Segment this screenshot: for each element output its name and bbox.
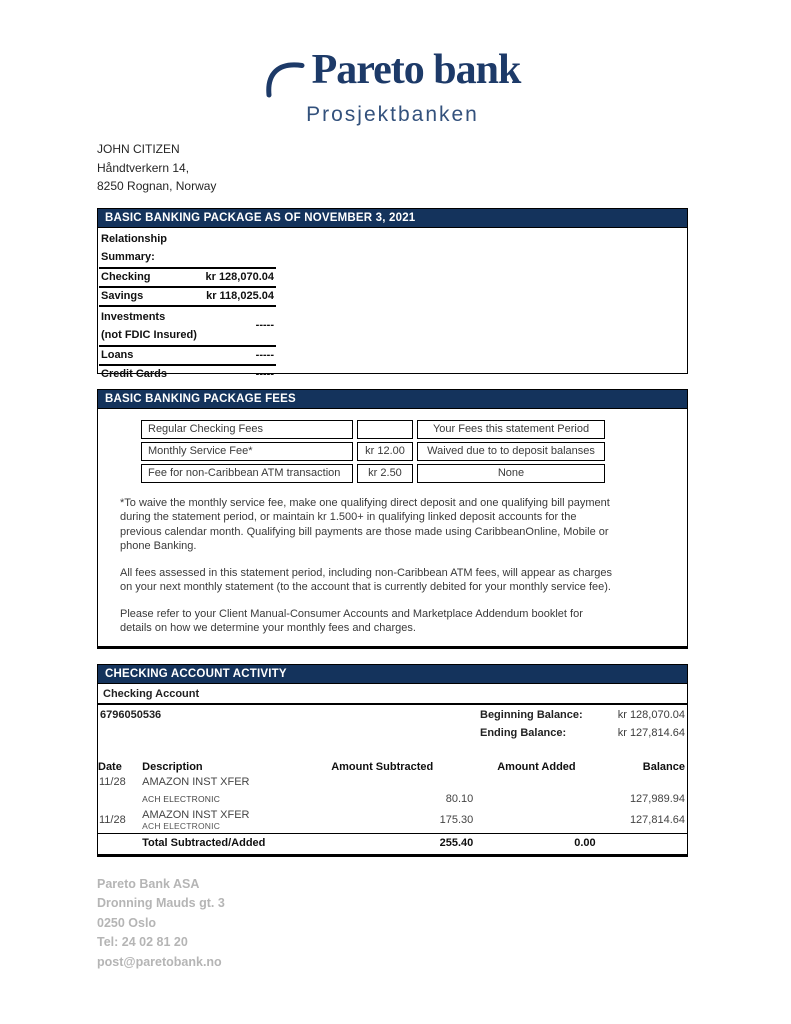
- footer-phone: Tel: 24 02 81 20: [97, 935, 188, 949]
- bank-statement-page: [97, 0, 688, 972]
- col-description: Description: [142, 760, 203, 773]
- col-date: Date: [98, 760, 122, 773]
- summary-heading-line2: Summary:: [101, 250, 155, 263]
- col-amount-added: Amount Added: [497, 760, 576, 773]
- txn-added: [473, 808, 595, 834]
- transaction-row-detail: [98, 788, 687, 808]
- fees-row: [141, 420, 605, 439]
- fee-amount: kr 2.50: [357, 464, 413, 483]
- transactions-table: [98, 761, 687, 854]
- transactions-total-row: [98, 833, 687, 854]
- txn-subtracted: 80.10: [445, 792, 474, 805]
- txn-date: 11/28: [99, 813, 126, 826]
- summary-row-checking: [99, 268, 276, 287]
- footer-street: Dronning Mauds gt. 3: [97, 896, 225, 910]
- fees-assessed-note: All fees assessed in this statement period, including non-Caribbean ATM fees, will appear as charges on your next monthly statement (to the account that is currently debited for your monthly service fee).: [120, 566, 613, 593]
- summary-label: Investments (not FDIC Insured): [99, 306, 202, 346]
- ending-balance-row: [480, 727, 685, 739]
- section-header-package: [97, 208, 688, 228]
- account-type-label: Checking Account: [98, 684, 687, 705]
- bank-tagline: Prosjektbanken: [306, 103, 479, 126]
- summary-value: -----: [255, 367, 274, 380]
- account-number: 6796050536: [100, 708, 162, 721]
- fees-table: [137, 417, 609, 486]
- transaction-row: [98, 808, 687, 834]
- fees-row: [141, 442, 605, 461]
- relationship-summary-table: [99, 229, 276, 383]
- col-balance: Balance: [642, 760, 685, 773]
- section-header-activity: [97, 664, 688, 684]
- summary-label: Loans: [99, 346, 202, 365]
- summary-label: Checking: [99, 268, 202, 287]
- txn-method: ACH ELECTRONIC: [142, 820, 221, 831]
- recipient-street: Håndtverkern 14,: [97, 160, 190, 175]
- fee-status: Waived due to to deposit balanses: [417, 442, 605, 461]
- summary-row-loans: [99, 346, 276, 365]
- txn-added: [473, 788, 595, 808]
- section-header-package-title: BASIC BANKING PACKAGE AS OF NOVEMBER 3, 2021: [105, 211, 416, 224]
- fee-amount: [357, 420, 413, 439]
- txn-subtracted: 175.30: [439, 813, 474, 826]
- txn-description: AMAZON INST XFER: [142, 775, 250, 788]
- txn-description: AMAZON INST XFER: [142, 808, 250, 821]
- bank-name: Pareto bank: [311, 47, 521, 93]
- summary-value: kr 118,025.04: [202, 287, 276, 306]
- fees-disclosures: [120, 496, 617, 636]
- section-header-fees: [97, 389, 688, 409]
- transaction-row: [98, 774, 687, 788]
- txn-date: 11/28: [99, 775, 126, 788]
- activity-box: [97, 684, 688, 857]
- summary-label: Credit Cards: [101, 367, 168, 380]
- fee-name: Fee for non-Caribbean ATM transaction: [141, 464, 353, 483]
- summary-value: kr 128,070.04: [202, 268, 276, 287]
- txn-balance: 127,989.94: [629, 792, 685, 805]
- summary-value: -----: [202, 306, 276, 346]
- fee-status: Your Fees this statement Period: [417, 420, 605, 439]
- ending-balance-label: Ending Balance:: [480, 726, 567, 739]
- footer-bank-name: Pareto Bank ASA: [97, 876, 200, 891]
- summary-value: -----: [202, 346, 276, 365]
- summary-row-investments: [99, 306, 276, 346]
- summary-row-savings: [99, 287, 276, 306]
- footer-city: 0250 Oslo: [97, 915, 157, 930]
- summary-row-credit-cards: [99, 365, 276, 383]
- section-header-fees-title: BASIC BANKING PACKAGE FEES: [105, 392, 296, 405]
- recipient-city: 8250 Rognan, Norway: [97, 179, 217, 193]
- footer-email: post@paretobank.no: [97, 954, 222, 969]
- balance-summary: [480, 709, 685, 745]
- recipient-name: JOHN CITIZEN: [97, 142, 180, 156]
- account-balances-row: [98, 705, 687, 745]
- fee-waiver-note: *To waive the monthly service fee, make one qualifying direct deposit and one qualifying bill payment during the statement period, or maintain kr 1.500+ in qualifying linked deposit accounts for the previous calendar month. Qualifying bill payments are those made using CaribbeanOnline, Mobile or phone Banking.: [120, 496, 610, 552]
- section-header-activity-title: CHECKING ACCOUNT ACTIVITY: [105, 667, 287, 680]
- recipient-address: [97, 140, 688, 196]
- bank-contact-footer: [97, 875, 688, 973]
- pareto-arc-icon: [265, 58, 305, 103]
- total-label: Total Subtracted/Added: [142, 833, 330, 854]
- summary-heading-row: [99, 229, 276, 268]
- fee-name: Regular Checking Fees: [141, 420, 353, 439]
- beginning-balance-value: kr 128,070.04: [617, 708, 685, 721]
- txn-method: ACH ELECTRONIC: [142, 793, 221, 804]
- beginning-balance-label: Beginning Balance:: [480, 708, 583, 721]
- ending-balance-value: kr 127,814.64: [617, 726, 685, 739]
- fees-box: [97, 409, 688, 649]
- transactions-header-row: [98, 761, 687, 774]
- client-manual-note: Please refer to your Client Manual-Consumer Accounts and Marketplace Addendum booklet for details on how we determine your monthly fees and charges.: [120, 607, 583, 634]
- fees-row: [141, 464, 605, 483]
- relationship-summary-box: [97, 228, 688, 380]
- fee-amount: kr 12.00: [357, 442, 413, 461]
- total-subtracted: 255.40: [330, 833, 473, 854]
- total-added: 0.00: [473, 833, 595, 854]
- beginning-balance-row: [480, 709, 685, 721]
- fee-status: None: [417, 464, 605, 483]
- summary-heading-line1: Relationship: [101, 232, 168, 245]
- txn-balance: 127,814.64: [629, 813, 685, 826]
- bank-logo: [97, 48, 688, 126]
- fee-name: Monthly Service Fee*: [141, 442, 353, 461]
- col-amount-subtracted: Amount Subtracted: [331, 760, 434, 773]
- summary-label: Savings: [99, 287, 202, 306]
